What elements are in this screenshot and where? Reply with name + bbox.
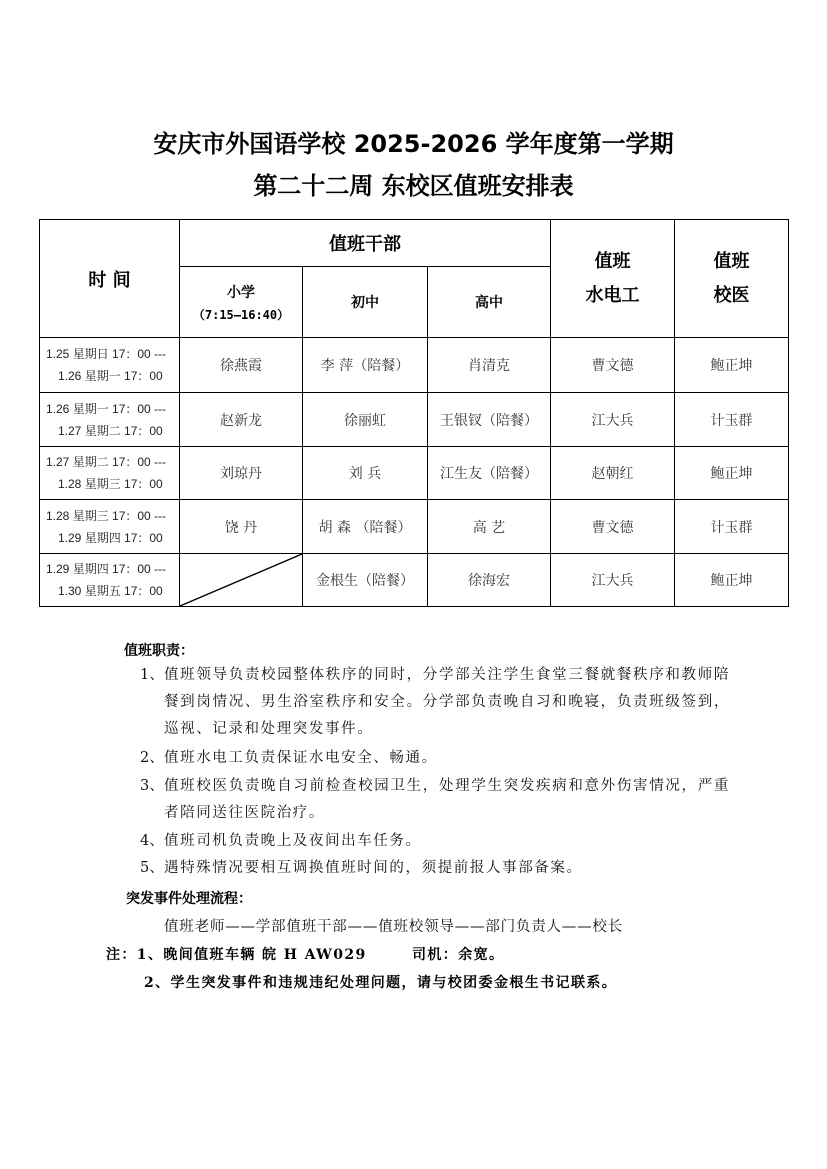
primary-cadre: 徐燕霞 <box>180 338 303 393</box>
time-start: 1.26 星期一 17：00 --- <box>46 401 167 416</box>
time-end: 1.28 星期三 17：00 <box>58 477 163 491</box>
junior-cadre: 刘 兵 <box>303 447 428 500</box>
primary-cadre: 刘琼丹 <box>180 447 303 500</box>
time-cell <box>40 393 180 447</box>
school-doctor: 鲍正坤 <box>675 338 789 393</box>
junior-cadre: 金根生（陪餐） <box>303 554 428 607</box>
emergency-title: 突发事件处理流程： <box>126 891 252 907</box>
duty-schedule-table <box>39 219 789 607</box>
junior-cadre: 李 萍（陪餐） <box>303 338 428 393</box>
header-primary-label: 小学 <box>227 284 255 301</box>
electrician: 赵朝红 <box>551 447 675 500</box>
header-doctor <box>675 220 789 338</box>
note-1-vehicle: 注：1、晚间值班车辆 皖 H AW029 <box>106 947 367 963</box>
senior-cadre: 肖清克 <box>428 338 551 393</box>
header-electrician-line1: 值班 <box>594 250 631 272</box>
senior-cadre: 徐海宏 <box>428 554 551 607</box>
item-text: 值班水电工负责保证水电安全、畅通。 <box>164 750 438 766</box>
item-text: 值班校医负责晚自习前检查校园卫生，处理学生突发疾病和意外伤害情况，严重者陪同送往医院治疗。 <box>164 778 730 821</box>
junior-cadre: 胡 森 （陪餐） <box>303 500 428 554</box>
item-text: 值班领导负责校园整体秩序的同时，分学部关注学生食堂三餐就餐秩序和教师陪餐到岗情况、男生浴室秩序和安全。分学部负责晚自习和晚寝，负责班级签到，巡视、记录和处理突发事件。 <box>164 667 730 737</box>
time-end: 1.30 星期五 17：00 <box>58 584 163 598</box>
item-number: 1、 <box>140 667 164 683</box>
header-electrician-line2: 水电工 <box>585 284 640 306</box>
time-cell <box>40 338 180 393</box>
item-number: 2、 <box>140 750 164 766</box>
time-end: 1.29 星期四 17：00 <box>58 530 163 545</box>
table-row <box>40 500 789 554</box>
header-senior: 高中 <box>428 267 551 338</box>
school-doctor: 计玉群 <box>675 393 789 447</box>
responsibility-item <box>140 662 730 743</box>
time-start: 1.29 星期四 17：00 --- <box>46 562 167 576</box>
responsibility-item <box>140 745 730 772</box>
header-cadre-group: 值班干部 <box>180 220 551 267</box>
school-doctor: 计玉群 <box>675 500 789 554</box>
item-number: 3、 <box>140 778 164 794</box>
header-primary <box>180 267 303 338</box>
electrician: 江大兵 <box>551 393 675 447</box>
primary-cadre-empty <box>180 554 303 607</box>
table-row <box>40 393 789 447</box>
header-row-1 <box>40 220 789 267</box>
school-doctor: 鲍正坤 <box>675 554 789 607</box>
responsibility-item <box>140 855 730 882</box>
time-cell <box>40 500 180 554</box>
electrician: 江大兵 <box>551 554 675 607</box>
header-primary-hours: （7:15—16:40） <box>192 307 290 322</box>
item-text: 值班司机负责晚上及夜间出车任务。 <box>164 833 422 849</box>
table-row <box>40 554 789 607</box>
note-2-contact: 2、学生突发事件和违规违纪处理问题，请与校团委金根生书记联系。 <box>144 975 618 991</box>
primary-cadre: 赵新龙 <box>180 393 303 447</box>
item-number: 5、 <box>140 860 164 876</box>
responsibilities-title: 值班职责： <box>124 643 194 659</box>
time-cell <box>40 447 180 500</box>
note-1-driver: 司机：余宽。 <box>412 947 505 963</box>
table-row <box>40 338 789 393</box>
header-junior: 初中 <box>303 267 428 338</box>
time-start: 1.27 星期二 17：00 --- <box>46 455 167 469</box>
item-text: 遇特殊情况要相互调换值班时间的，须提前报人事部备案。 <box>164 860 583 876</box>
junior-cadre: 徐丽虹 <box>303 393 428 447</box>
table-row <box>40 447 789 500</box>
header-doctor-line1: 值班 <box>713 250 750 272</box>
primary-cadre: 饶 丹 <box>180 500 303 554</box>
item-number: 4、 <box>140 833 164 849</box>
electrician: 曹文德 <box>551 500 675 554</box>
header-time: 时 间 <box>40 220 180 338</box>
senior-cadre: 王银钗（陪餐） <box>428 393 551 447</box>
header-electrician <box>551 220 675 338</box>
time-start: 1.25 星期日 17：00 --- <box>46 347 167 361</box>
diagonal-slash <box>180 554 302 606</box>
document-title-line2: 第二十二周 东校区值班安排表 <box>253 172 574 200</box>
time-end: 1.27 星期二 17：00 <box>58 423 163 438</box>
senior-cadre: 江生友（陪餐） <box>428 447 551 500</box>
header-doctor-line2: 校医 <box>713 284 750 306</box>
document-title-line1: 安庆市外国语学校 2025-2026 学年度第一学期 <box>153 130 674 158</box>
school-doctor: 鲍正坤 <box>675 447 789 500</box>
electrician: 曹文德 <box>551 338 675 393</box>
responsibility-item <box>140 828 730 855</box>
time-end: 1.26 星期一 17：00 <box>58 369 163 383</box>
senior-cadre: 高 艺 <box>428 500 551 554</box>
emergency-flow: 值班老师——学部值班干部——值班校领导——部门负责人——校长 <box>164 919 623 935</box>
responsibility-item <box>140 773 730 827</box>
time-cell <box>40 554 180 607</box>
time-start: 1.28 星期三 17：00 --- <box>46 508 167 523</box>
